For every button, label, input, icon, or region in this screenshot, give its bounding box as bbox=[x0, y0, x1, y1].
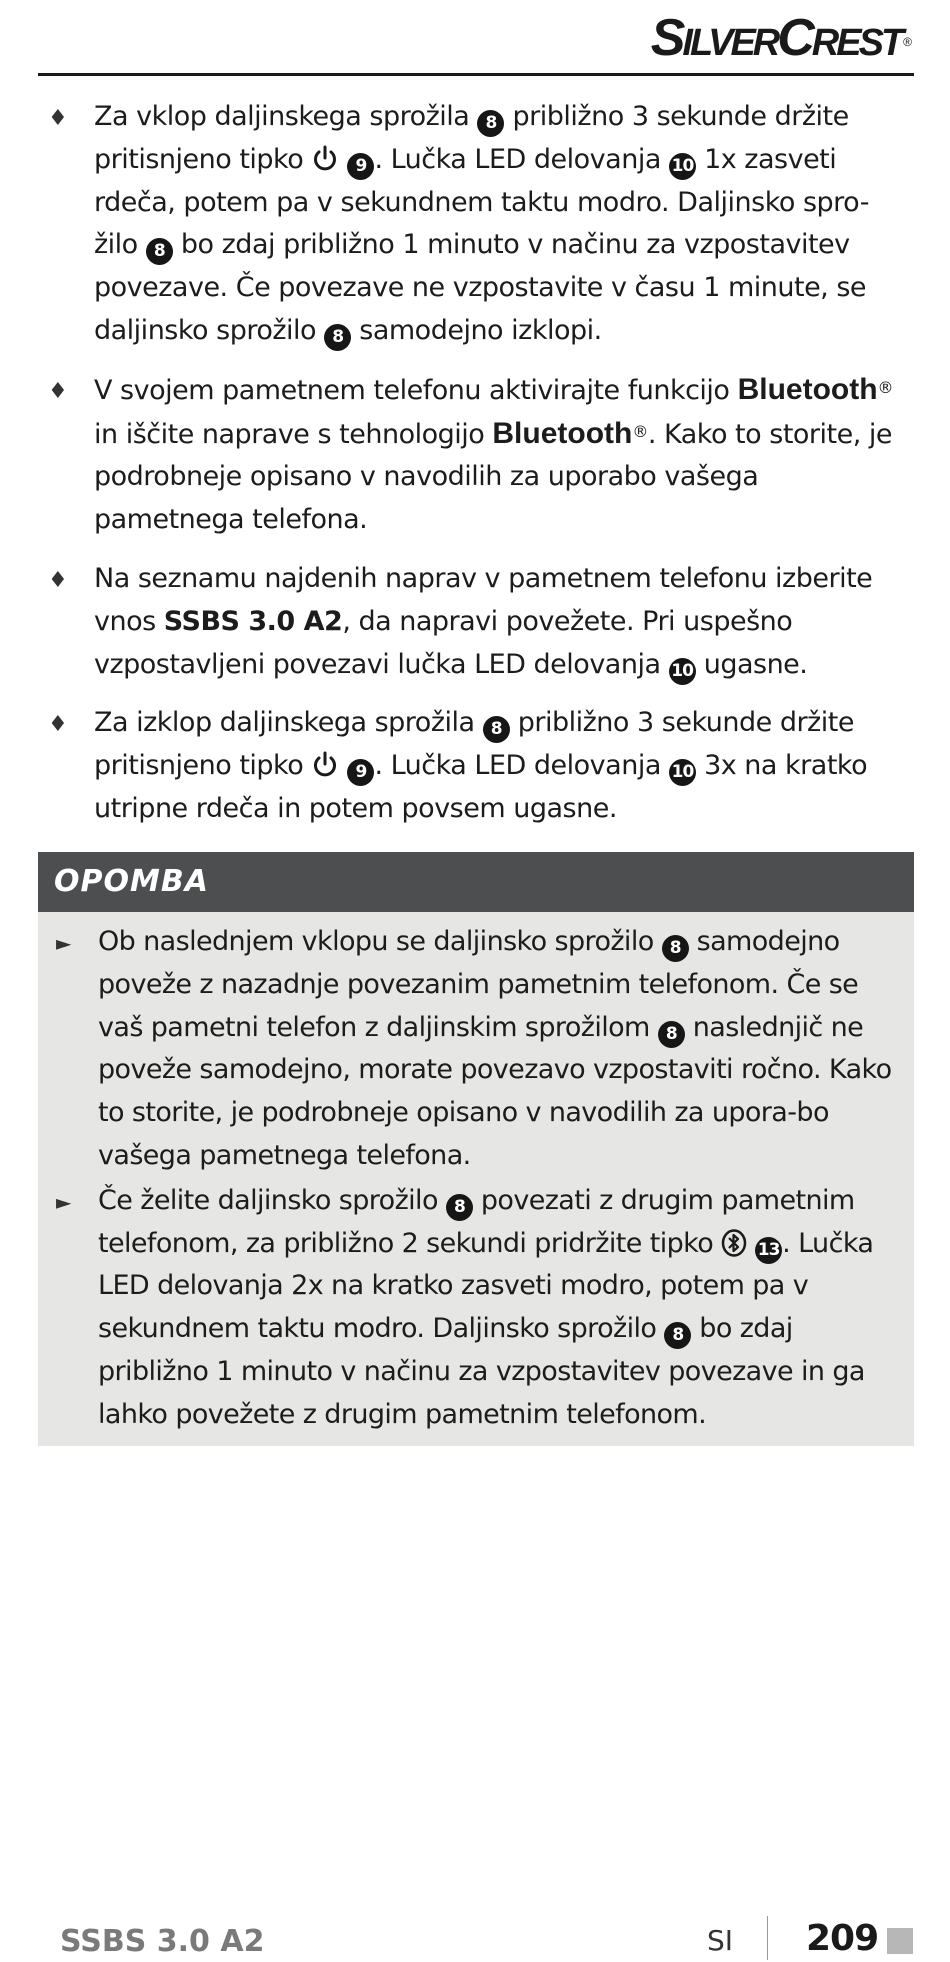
power-icon bbox=[311, 145, 339, 173]
ref-number: 10 bbox=[669, 153, 696, 180]
ref-number: 8 bbox=[324, 324, 351, 351]
diamond-bullet-icon: ♦ bbox=[48, 567, 68, 593]
ref-number: 8 bbox=[446, 1194, 473, 1221]
arrow-bullet-icon: ► bbox=[56, 931, 71, 955]
diamond-bullet-icon: ♦ bbox=[48, 712, 68, 738]
ref-number: 9 bbox=[347, 759, 374, 786]
ref-number: 8 bbox=[664, 1322, 691, 1349]
header-rule bbox=[38, 73, 914, 76]
ref-number: 10 bbox=[669, 658, 696, 685]
ref-number: 8 bbox=[658, 1021, 685, 1048]
bluetooth-button-icon bbox=[721, 1229, 747, 1257]
footer-model: SSBS 3.0 A2 bbox=[60, 1924, 265, 1959]
diamond-bullet-icon: ♦ bbox=[48, 378, 68, 404]
list-item: ♦ Za vklop daljinskega sprožila 8 približno 3 sekunde držite pritisnjeno tipko 9 . Lučka LED delovanja 10 1x zasveti rdeča, potem pa v sekundnem taktu modro. Daljinsko spro-žilo 8 bo zdaj približno 1 minuto v načinu za vzpostavitev povezave. Če povezave ne vzpostavite v času 1 minute, se daljinsko sprožilo 8 samodejno izklopi. bbox=[42, 96, 912, 353]
note-box bbox=[38, 912, 914, 1446]
footer-language: SI bbox=[707, 1924, 734, 1957]
ref-number: 8 bbox=[477, 110, 504, 137]
bluetooth-wordmark: Bluetooth bbox=[492, 416, 633, 450]
bluetooth-wordmark: Bluetooth bbox=[737, 372, 878, 406]
ref-number: 8 bbox=[146, 238, 173, 265]
footer-divider bbox=[767, 1916, 768, 1960]
brand-logo: SILVERCREST ® bbox=[650, 9, 912, 67]
ref-number: 13 bbox=[755, 1237, 782, 1264]
power-icon bbox=[311, 751, 339, 779]
ref-number: 8 bbox=[483, 716, 510, 743]
list-item: ♦ Na seznamu najdenih naprav v pametnem telefonu izberite vnos SSBS 3.0 A2, da napravi povežete. Pri uspešno vzpostavljeni povezavi lučka LED delovanja 10 ugasne. bbox=[42, 558, 912, 686]
diamond-bullet-icon: ♦ bbox=[48, 106, 68, 131]
ref-number: 10 bbox=[669, 759, 696, 786]
page-marker bbox=[887, 1928, 913, 1954]
page-number: 209 bbox=[806, 1918, 879, 1959]
model-name: SSBS 3.0 A2 bbox=[163, 605, 343, 637]
instruction-list bbox=[42, 96, 912, 847]
note-title: OPOMBA bbox=[38, 852, 914, 912]
ref-number: 9 bbox=[347, 153, 374, 180]
arrow-bullet-icon: ► bbox=[56, 1189, 71, 1214]
ref-number: 8 bbox=[662, 935, 689, 962]
list-item: ♦ Za izklop daljinskega sprožila 8 približno 3 sekunde držite pritisnjeno tipko 9 . Lučka LED delovanja 10 3x na kratko utripne rdeča in potem povsem ugasne. bbox=[42, 702, 912, 830]
list-item: ♦ V svojem pametnem telefonu aktivirajte funkcijo Bluetooth® in iščite naprave s tehnologijo Bluetooth®. Kako to storite, je podrobneje opisano v navodilih za uporabo vašega pametnega telefona. bbox=[48, 372, 894, 536]
note-item: ► Ob naslednjem vklopu se daljinsko sprožilo 8 samodejno poveže z nazadnje povezanim pametnim telefonom. Če se vaš pametni telefon z daljinskim sprožilom 8 naslednjič ne poveže samodejno, morate povezavo vzpostaviti ročno. Kako to storite, je podrobneje opisano v navodilih za upora-bo vašega pametnega telefona. bbox=[50, 921, 902, 1178]
note-item: ► Če želite daljinsko sprožilo 8 povezati z drugim pametnim telefonom, za približno 2 sekundi pridržite tipko 13. Lučka LED delovanja 2x na kratko zasveti modro, potem pa v sekundnem taktu modro. Daljinsko sprožilo 8 bo zdaj približno 1 minuto v načinu za vzpostavitev povezave in ga lahko povežete z drugim pametnim telefonom. bbox=[50, 1180, 902, 1437]
